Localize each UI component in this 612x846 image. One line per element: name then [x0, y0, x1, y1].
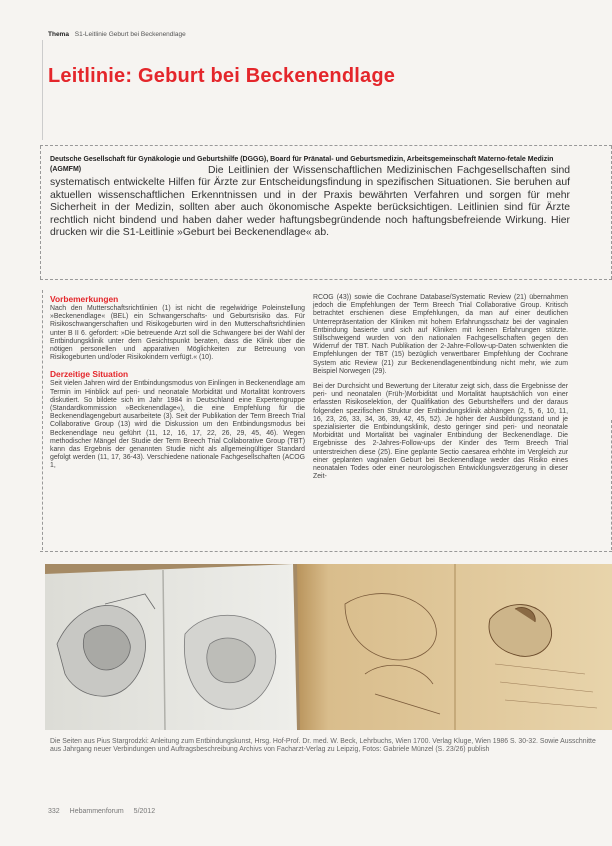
- page-footer: [48, 808, 163, 815]
- heading-derzeitige-situation: Derzeitige Situation: [50, 369, 129, 380]
- page-title: Leitlinie: Geburt bei Beckenendlage: [48, 65, 396, 88]
- historical-book-photo: [45, 564, 612, 730]
- journal-issue: 5/2012: [133, 808, 156, 815]
- figure-caption: Die Seiten aus Pius Stargrodzki: Anleitung zum Entbindungskunst, Hrsg. Hof-Prof. Dr. med. W. Beck, Lehrbuchs, Wien 1700. Verlag Kluge, Wien 1986 S. 30-32. Sowie Ausschnitte aus Jahrgang neuer Verbindungen und Auftragsbeschreibung Archivs von Facharzt-Verlag zu Leipzig, Fotos: Gabriele Münzel (S. 23/26) publish: [50, 738, 596, 754]
- running-head: [48, 31, 186, 38]
- column-rule: [42, 290, 44, 550]
- left-book: [45, 564, 297, 730]
- right-column: [313, 294, 568, 488]
- running-head-topic: S1-Leitlinie Geburt bei Beckenendlage: [74, 31, 186, 38]
- margin-rule: [42, 40, 43, 140]
- intro-box-left-edge: [40, 146, 42, 279]
- journal-name: Hebammenforum: [69, 808, 124, 815]
- right-book: [297, 564, 612, 730]
- heading-vorbemerkungen: Vorbemerkungen: [50, 294, 119, 304]
- paragraph-vorbemerkungen: Nach den Mutterschaftsrichtlinien (1) ist nicht die regelwidrige Poleinstellung »Beckenendlage« (BEL) ein Schwangerschafts- und Geburtsrisiko das. Für Risikoschwangerschaften und Risikogeburten wird in den Mutterschaftsrichtlinien unter B II 6. gefordert: »Die betreuende Arzt soll die Schwangere bei der Wahl der Entbindungsklinik unter dem Gesichtspunkt beraten, dass die Klinik über die nötigen personellen und apparativen Möglichkeiten zur Betreuung von Risikogeburten und/oder Risikokindern verfügt.« (10).: [50, 305, 305, 362]
- paragraph-continued: RCOG (43)) sowie die Cochrane Database/Systematic Review (21) übernahmen jedoch die Empfehlungen der Term Breech Trial Collaborative Group. Kritisch betrachtet erschienen diese Empfehlungen, da man auf einer deutlichen Unterrepräsentation der Kliniken mit hohem Erfahrungsschatz bei der vaginalen Entbindung basierte und sich auf Kliniken mit keinen Erfahrungen stützte. Stillschweigend wurden von den nationalen Fachgesellschaften gegen den Widerruf der TBT. Nach Publikation der 2-Jahre-Follow-up-Daten schwenkten die Empfehlungen der TBT (15) bezüglich verwertbarer Empfehlung der Cochrane System atic Review (21) zur Beckenendlagenentbindung nicht mehr, wie zum Beispiel Norwegen (29).: [313, 294, 568, 375]
- intro-lead: Die Leitlinien der Wissenschaftlichen Medizinischen Fachgesellschaften sind systematisch entwickelte Hilfen für Ärzte zur Entscheidungsfindung in spezifischen Situationen. Sie beruhen auf aktuellen wissenschaftlichen Erkenntnissen und in der Praxis bewährten Verfahren und sorgen für mehr Sicherheit in der Medizin, sollten aber auch ökonomische Aspekte berücksichtigen. Leitlinien sind für Ärzte rechtlich nicht bindend und haben daher weder haftungsbegründende noch haftungsbefreiende Wirkung. Hier drucken wir die S1-Leitlinie »Geburt bei Beckenendlage« ab.: [50, 165, 570, 239]
- paragraph-derzeitige-situation: Seit vielen Jahren wird der Entbindungsmodus von Einlingen in Beckenendlage am Termin im Hinblick auf peri- und neonatale Morbidität und Mortalität kontrovers diskutiert. So bildete sich im Jahr 1984 in Deutschland eine Expertengruppe (Standardkommission »Beckenendlage«), die eine Empfehlung für die Beckenendlagengeburt ausarbeitete (3). Seit der Publikation der Term Breech Trial Collaborative Group (13) wird die Diskussion um den Entbindungsmodus bei Beckenendlage neu geführt (11, 12, 16, 17, 22, 26, 29, 45, 46). Wegen methodischer Mängel der Studie der Term Breech Trial Collaborative Group (TBT) kann das Ergebnis der genannten Studie nicht als allgemeingültiger Standard gefolgt werden (11, 17, 36-43). Verschiedene nationale Fachgesellschaften (ACOG 1,: [50, 380, 305, 470]
- left-column: [50, 294, 305, 478]
- running-head-section: Thema: [48, 31, 69, 38]
- section-divider: [40, 551, 612, 552]
- paragraph-literature: Bei der Durchsicht und Bewertung der Literatur zeigt sich, dass die Ergebnisse der peri- und neonatalen (Früh-)Morbidität und Mortalität hauptsächlich von einer erfassten Risikoselektion, der Qualifikation des Geburtshelfers und der daraus folgenden spezifischen Struktur der Entbindungsklinik abhängen (2, 5, 6, 10, 11, 16, 23, 26, 33, 34, 36, 39, 42, 45, 52). Je höher der Ausbildungsstand und je spezialisierter die Entbindungsklinik, desto geringer sind peri- und neonatale Morbidität und Mortalität bei vaginaler Entbindung der Beckenendlage. Die Ergebnisse des 2-Jahres-Follow-ups der Kinder des Term Breech Trial unterstreichen diese (25). Eine geplante Sectio caesarea erhöhte im Vergleich zur einer geplanten vaginalen Geburt bei Beckenendlage weder das Risiko eines neonatalen Todes oder einer neurologischen Entwicklungsverzögerung in dieser Zeit-: [313, 383, 568, 481]
- page-number: 332: [48, 808, 60, 815]
- intro-authors: Deutsche Gesellschaft für Gynäkologie und Geburtshilfe (DGGG), Board für Pränatal- und Geburtsmedizin, Arbeitsgemeinschaft Materno-fetale Medizin (AGMFM): [50, 156, 554, 173]
